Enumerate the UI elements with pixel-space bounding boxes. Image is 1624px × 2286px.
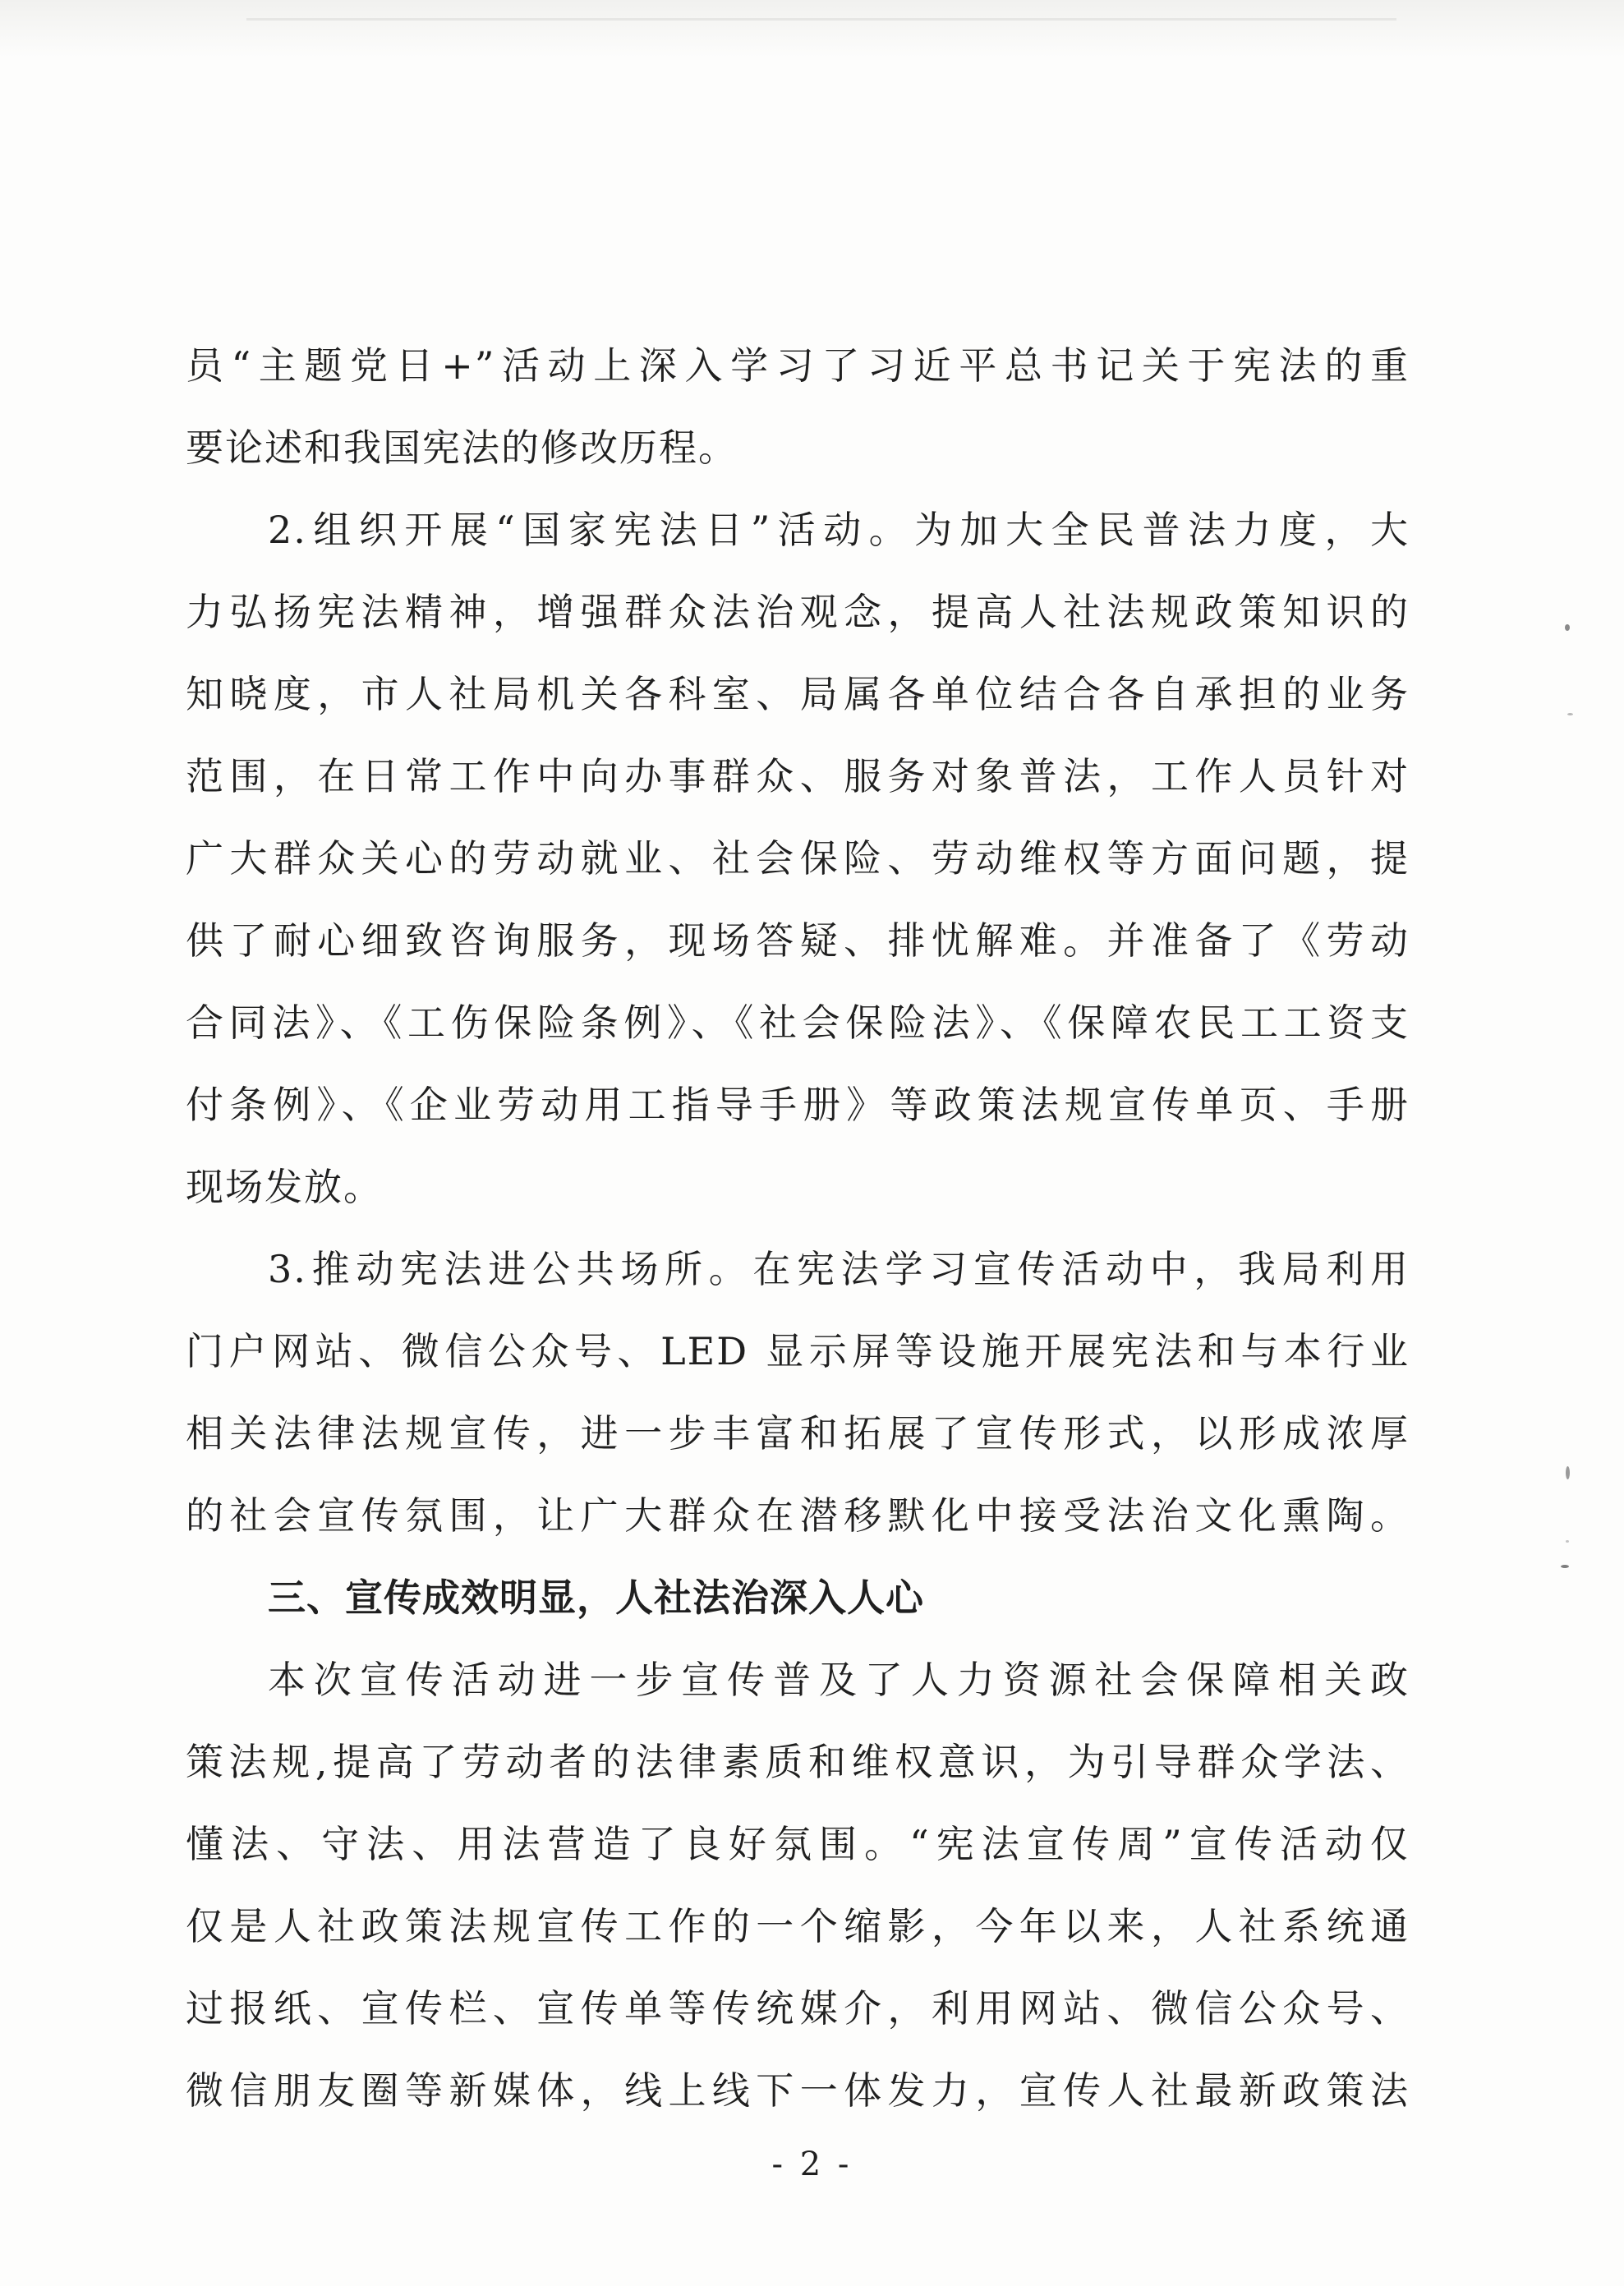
paragraph-line: 要论述和我国宪法的修改历程。 bbox=[186, 425, 738, 470]
paragraph-line: 的社会宣传氛围，让广大群众在潜移默化中接受法治文化熏陶。 bbox=[186, 1493, 1410, 1538]
paragraph-line: 现场发放。 bbox=[186, 1165, 383, 1209]
paragraph-line: 相关法律法规宣传，进一步丰富和拓展了宣传形式，以形成浓厚 bbox=[186, 1411, 1410, 1456]
paragraph-line: 合同法》、《工伤保险条例》、《社会保险法》、《保障农民工工资支 bbox=[186, 1000, 1410, 1045]
paragraph-line: 员“主题党日+”活动上深入学习了习近平总书记关于宪法的重 bbox=[186, 343, 1410, 388]
scan-speck bbox=[1566, 1540, 1569, 1543]
scan-shadow bbox=[0, 0, 1624, 57]
scan-artifact-line bbox=[246, 18, 1396, 21]
scan-speck bbox=[1565, 624, 1570, 631]
scan-speck bbox=[1561, 1565, 1569, 1568]
section-heading: 三、宣传成效明显，人社法治深入人心 bbox=[268, 1575, 924, 1620]
paragraph-line: 力弘扬宪法精神，增强群众法治观念，提高人社法规政策知识的 bbox=[186, 590, 1410, 634]
paragraph-line: 付条例》、《企业劳动用工指导手册》等政策法规宣传单页、手册 bbox=[186, 1083, 1410, 1127]
paragraph-line: 微信朋友圈等新媒体，线上线下一体发力，宣传人社最新政策法 bbox=[186, 2068, 1410, 2113]
paragraph-line: 策法规,提高了劳动者的法律素质和维权意识，为引导群众学法、 bbox=[186, 1740, 1410, 1784]
scan-speck bbox=[1566, 1466, 1570, 1479]
page-number: - 2 - bbox=[771, 2146, 853, 2183]
paragraph-line: 广大群众关心的劳动就业、社会保险、劳动维权等方面问题，提 bbox=[186, 836, 1410, 881]
document-body bbox=[186, 324, 1410, 2132]
paragraph-line: 仅是人社政策法规宣传工作的一个缩影，今年以来，人社系统通 bbox=[186, 1904, 1410, 1948]
paragraph-line: 3.推动宪法进公共场所。在宪法学习宣传活动中，我局利用 bbox=[268, 1247, 1410, 1291]
paragraph-line: 2.组织开展“国家宪法日”活动。为加大全民普法力度，大 bbox=[268, 508, 1410, 552]
paragraph-line: 知晓度，市人社局机关各科室、局属各单位结合各自承担的业务 bbox=[186, 672, 1410, 716]
paragraph-line: 范围，在日常工作中向办事群众、服务对象普法，工作人员针对 bbox=[186, 754, 1410, 798]
paragraph-line: 供了耐心细致咨询服务，现场答疑、排忧解难。并准备了《劳动 bbox=[186, 918, 1410, 963]
paragraph-line: 过报纸、宣传栏、宣传单等传统媒介，利用网站、微信公众号、 bbox=[186, 1986, 1410, 2031]
paragraph-line: 懂法、守法、用法营造了良好氛围。“宪法宣传周”宣传活动仅 bbox=[186, 1822, 1410, 1866]
scan-speck bbox=[1567, 713, 1573, 715]
paragraph-line: 门户网站、微信公众号、LED 显示屏等设施开展宪法和与本行业 bbox=[186, 1329, 1410, 1373]
paragraph-line: 本次宣传活动进一步宣传普及了人力资源社会保障相关政 bbox=[268, 1658, 1410, 1702]
